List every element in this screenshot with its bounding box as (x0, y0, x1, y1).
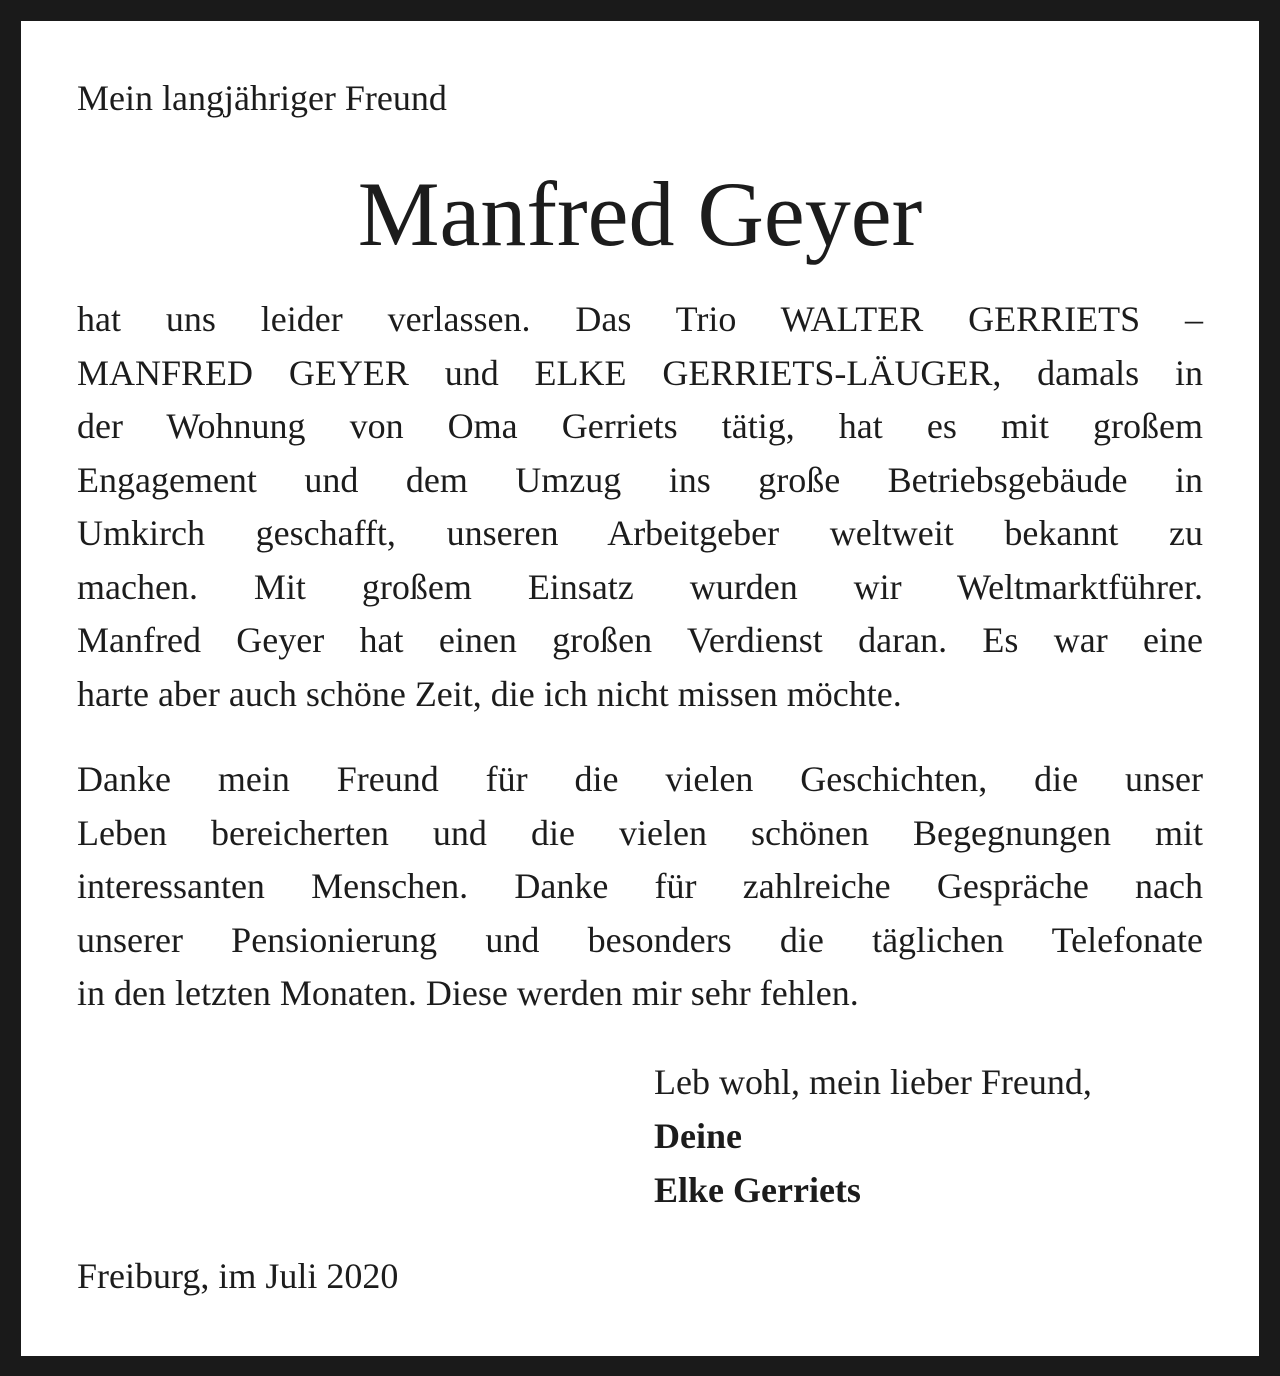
paragraph-2-line: unserer Pensionierung und besonders die täglichen Telefonate (77, 919, 1203, 960)
closing-block (654, 1055, 1092, 1217)
notice-frame (21, 21, 1259, 1356)
intro-line: Mein langjähriger Freund (77, 78, 447, 118)
signature-line-1: Deine (654, 1116, 742, 1156)
paragraph-1-line: Engagement und dem Umzug ins große Betriebsgebäude in (77, 459, 1203, 500)
paragraph-2-line: Leben bereicherten und die vielen schönen Begegnungen mit (77, 812, 1203, 853)
deceased-name: Manfred Geyer (357, 163, 923, 265)
paragraph-1-line: Manfred Geyer hat einen großen Verdienst daran. Es war eine (77, 620, 1203, 660)
paragraph-1-line: hat uns leider verlassen. Das Trio WALTER GERRIETS – (77, 299, 1203, 339)
paragraph-1-line: harte aber auch schöne Zeit, die ich nicht missen möchte. (77, 673, 902, 714)
paragraph-2-line: Danke mein Freund für die vielen Geschichten, die unser (77, 759, 1203, 799)
paragraph-2-line: interessanten Menschen. Danke für zahlreiche Gespräche nach (77, 866, 1203, 906)
signature-name: Elke Gerriets (654, 1170, 861, 1210)
paragraph-1 (77, 293, 1203, 721)
paragraph-2 (77, 753, 1203, 1021)
paragraph-1-line: Umkirch geschafft, unseren Arbeitgeber weltweit bekannt zu (77, 513, 1203, 553)
paragraph-1-line: MANFRED GEYER und ELKE GERRIETS-LÄUGER, damals in (77, 352, 1203, 393)
paragraph-1-line: machen. Mit großem Einsatz wurden wir Weltmarktführer. (77, 566, 1203, 607)
place-date: Freiburg, im Juli 2020 (77, 1256, 399, 1296)
paragraph-2-line: in den letzten Monaten. Diese werden mir sehr fehlen. (77, 973, 859, 1013)
farewell-line: Leb wohl, mein lieber Freund, (654, 1062, 1092, 1102)
paragraph-1-line: der Wohnung von Oma Gerriets tätig, hat es mit großem (77, 406, 1203, 446)
